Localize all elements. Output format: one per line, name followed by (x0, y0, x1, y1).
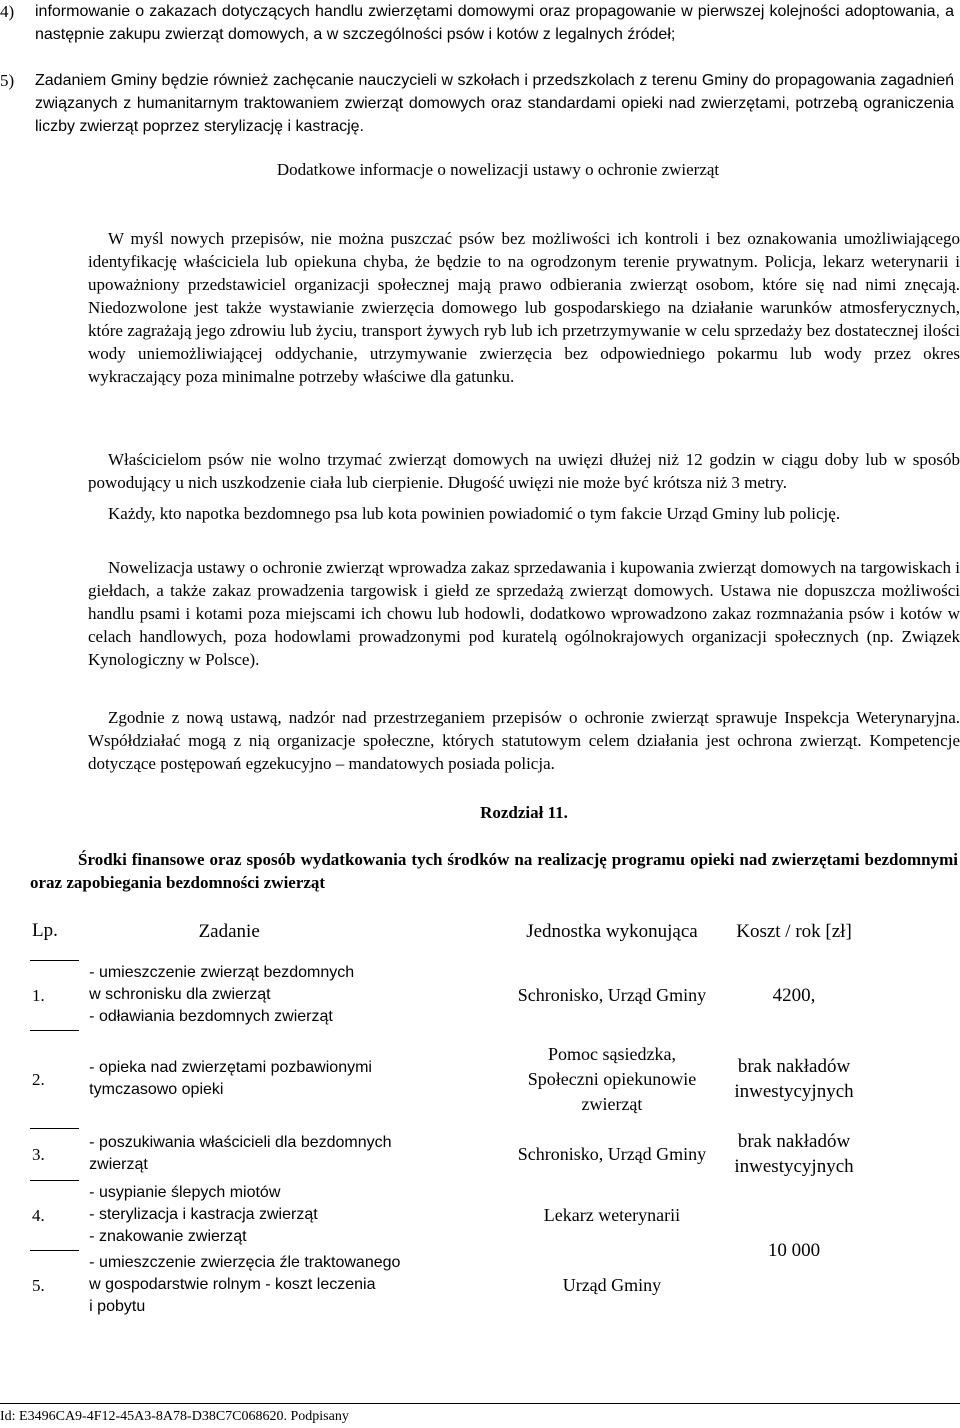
list-text: Zadaniem Gminy będzie również zachęcanie nauczycieli w szkołach i przedszkolach z terenu Gminy do propagowania zagadnień związanych z humanitarnym traktowaniem zwierząt domowych oraz standardami opieki nad zwierzętami, potrzebą ograniczenia liczby zwierząt poprzez sterylizację i kastrację. (35, 72, 954, 135)
row-lp: 2. (30, 1030, 79, 1128)
row-lp: 3. (30, 1128, 79, 1180)
task-line: - umieszczenie zwierząt bezdomnych (89, 964, 355, 981)
row-zadanie (79, 1180, 516, 1250)
task-line: w schronisku dla zwierząt (89, 986, 271, 1003)
paragraph-report (88, 502, 960, 525)
row-koszt: brak nakładów inwestycyjnych (734, 1131, 854, 1177)
table-row (30, 1030, 880, 1128)
task-line: - opieka nad zwierzętami pozbawionymi (89, 1059, 372, 1076)
header-koszt: Koszt / rok [zł] (736, 920, 852, 942)
document-footer: Id: E3496CA9-4F12-45A3-8A78-D38C7C068620. Podpisany (0, 1403, 960, 1426)
top-list (0, 0, 954, 138)
row-jednostka: Pomoc sąsiedzka, Społeczni opiekunowie zwierząt (527, 1043, 697, 1114)
row-jednostka: Schronisko, Urząd Gminy (517, 1143, 707, 1164)
task-line: - usypianie ślepych miotów (89, 1184, 281, 1201)
paragraph-text: Zgodnie z nową ustawą, nadzór nad przestrzeganiem przepisów o ochronie zwierząt sprawuje Inspekcja Weterynaryjna. Współdziałać mogą z nią organizacje społeczne, których statutowym celem działania jest ochrona zwierząt. Kompetencje dotyczące postępowań egzekucyjno – mandatowych posiada policja. (88, 708, 960, 773)
row-koszt: brak nakładów inwestycyjnych (734, 1056, 854, 1102)
row-zadanie (79, 1128, 516, 1180)
paragraph-supervision (88, 706, 960, 775)
financial-table (30, 902, 880, 1320)
row-lp: 1. (30, 960, 79, 1030)
section-heading: Dodatkowe informacje o nowelizacji ustawy o ochronie zwierząt (276, 160, 720, 179)
row-jednostka: Schronisko, Urząd Gminy (517, 984, 707, 1005)
task-line: w gospodarstwie rolnym - koszt leczenia (89, 1276, 376, 1293)
list-item-5 (0, 69, 954, 138)
task-line: tymczasowo opieki (89, 1081, 224, 1098)
task-line: zwierząt (89, 1156, 148, 1173)
list-number: 5) (0, 71, 15, 90)
table-row (30, 960, 880, 1030)
header-lp: Lp. (30, 902, 79, 960)
chapter-subtitle: Środki finansowe oraz sposób wydatkowania tych środków na realizację programu opieki nad zwierzętami bezdomnymi oraz zapobiegania bezdomności zwierząt (30, 850, 958, 892)
row-lp: 5. (32, 1275, 45, 1295)
task-line: - sterylizacja i kastracja zwierząt (89, 1206, 318, 1223)
header-zadanie (79, 902, 516, 960)
header-jednostka: Jednostka wykonująca (526, 920, 698, 942)
paragraph-text: Nowelizacja ustawy o ochronie zwierząt wprowadza zakaz sprzedawania i kupowania zwierząt domowych na targowiskach i giełdach, a także zakaz prowadzenia targowisk i giełd ze sprzedażą zwierząt domowych. Ustawa nie dopuszcza możliwości handlu psami i kotami poza miejscami ich chowu lub hodowli, dodatkowo wprowadzono zakaz rozmnażania psów i kotów w celach handlowych, poza hodowlami prowadzonymi pod kuratelą ogólnokrajowych organizacji społecznych (np. Związek Kynologiczny w Polsce). (88, 558, 960, 669)
list-text: informowanie o zakazach dotyczących handlu zwierzętami domowymi oraz propagowanie w pierwszej kolejności adoptowania, a następnie zakupu zwierząt domowych, a w szczególności psów i kotów z legalnych źródeł; (35, 3, 954, 43)
row-jednostka: Urząd Gminy (562, 1274, 662, 1295)
row-lp: 4. (30, 1180, 79, 1250)
table-row (30, 1180, 880, 1250)
paragraph-tether (88, 448, 960, 494)
task-line: - znakowanie zwierząt (89, 1228, 247, 1245)
row-jednostka: Lekarz weterynarii (543, 1204, 681, 1225)
task-line: - poszukiwania właścicieli dla bezdomnych (89, 1134, 392, 1151)
task-line: - umieszczenie zwierzęcia źle traktowanego (89, 1254, 401, 1271)
row-zadanie (79, 960, 516, 1030)
table-header-row (30, 902, 880, 960)
list-item-4 (0, 0, 954, 46)
row-zadanie (79, 1030, 516, 1128)
task-line: - odławiania bezdomnych zwierząt (89, 1008, 333, 1025)
row-koszt: 4200, (772, 984, 816, 1006)
chapter-title: Rozdział 11. (480, 803, 568, 822)
row-zadanie (79, 1250, 516, 1320)
paragraph-new-rules (88, 227, 960, 388)
list-number: 4) (0, 2, 15, 21)
paragraph-text: Każdy, kto napotka bezdomnego psa lub kota powinien powiadomić o tym fakcie Urząd Gminy lub policję. (108, 504, 841, 523)
header-zadanie-label: Zadanie (198, 920, 260, 942)
paragraph-text: W myśl nowych przepisów, nie można puszczać psów bez możliwości ich kontroli i bez oznakowania umożliwiającego identyfikację właściciela lub opiekuna chyba, że będzie to na ogrodzonym terenie prywatnym. Policja, lekarz weterynarii i upoważniony przedstawiciel organizacji społecznej mają prawo odbierania zwierząt osobom, które się nad nimi znęcają. Niedozwolone jest także wystawianie zwierzęcia domowego lub gospodarskiego na działanie warunków atmosferycznych, które zagrażają jego zdrowiu lub życiu, transport żywych ryb lub ich przetrzymywanie w celu sprzedaży bez dostatecznej ilości wody uniemożliwiającej oddychanie, utrzymywanie zwierzęcia bez odpowiedniego pokarmu lub wody przez okres wykraczający poza minimalne potrzeby właściwe dla gatunku. (88, 229, 960, 386)
row-koszt: 10 000 (767, 1239, 821, 1261)
table-row (30, 1128, 880, 1180)
paragraph-text: Właścicielom psów nie wolno trzymać zwierząt domowych na uwięzi dłużej niż 12 godzin w ciągu doby lub w sposób powodujący u nich uszkodzenie ciała lub cierpienie. Długość uwięzi nie może być krótsza niż 3 metry. (88, 450, 960, 492)
task-line: i pobytu (89, 1298, 146, 1315)
paragraph-trade-ban (88, 556, 960, 671)
